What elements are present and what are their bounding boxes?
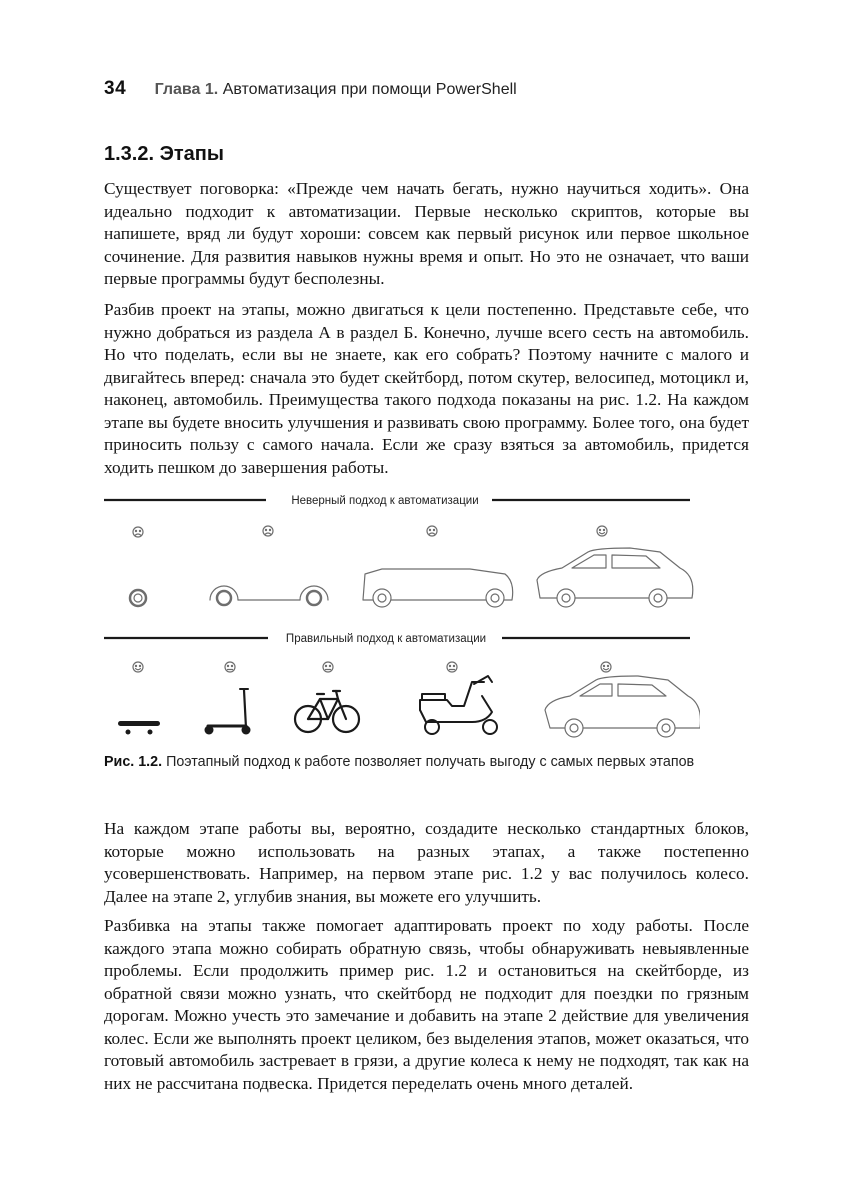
finished-car-icon xyxy=(537,548,693,607)
right-approach-label: Правильный подход к автоматизации xyxy=(285,633,487,645)
paragraph-2: Разбив проект на этапы, можно двигаться к цели постепенно. Представьте себе, что нужно добраться из раздела А в раздел Б. Конечно, лучше всего сесть на автомобиль. Но что поделать, если вы не знаете, как его собрать? Поэтому начните с малого и двигайтесь вперед: сначала это будет скейтборд, потом скутер, велосипед, мотоцикл и, наконец, автомобиль. Преимущества такого подхода показаны на рис. 1.2. На каждом этапе вы будете вносить улучшения и развивать свою программу. Более того, она будет приносить пользу с самого начала. Если же сразу взяться за автомобиль, придется ходить пешком до завершения работы. xyxy=(104,300,749,477)
motor-scooter-icon xyxy=(420,676,497,734)
paragraph-4: Разбивка на этапы также помогает адаптировать проект по ходу работы. После каждого этапа можно собирать обратную связь, чтобы обнаруживать невыявленные проблемы. Если продолжить пример рис. 1.2 и остановиться на скейтборде, из обратной связи можно узнать, что скейтборд не подходит для поездки по грязным дорогам. Можно учесть это замечание и добавить на этапе 2 действие для увеличения колес. Если же выполнять проект целиком, без выделения этапов, может оказаться, что готовый автомобиль застревает в грязи, а другие колеса к нему не подходят, так как на них не рассчитана подвеска. Придется переделать очень много деталей. xyxy=(104,916,749,1093)
bicycle-icon xyxy=(295,691,359,732)
running-head xyxy=(104,78,749,102)
right-stage-3-neutral-face-icon xyxy=(323,662,333,672)
right-stage-5-happy-face-icon xyxy=(601,662,611,672)
figure-caption xyxy=(104,753,704,772)
right-approach-divider xyxy=(104,633,690,645)
wrong-approach-divider xyxy=(104,495,690,507)
wheel-icon xyxy=(130,590,146,606)
right-stage-2-neutral-face-icon xyxy=(225,662,235,672)
right-finished-car-icon xyxy=(545,676,700,737)
paragraph-1: Существует поговорка: «Прежде чем начать бегать, нужно научиться ходить». Она идеально подходит к автоматизации. Первые несколько скриптов, которые вы напишете, вряд ли будут хороши: совсем как первый рисунок или первое школьное сочинение. Для развития навыков нужны время и опыт. Но это не означает, что ваши первые программы будут бесполезны. xyxy=(104,179,749,288)
wrong-approach-label: Неверный подход к автоматизации xyxy=(291,495,479,507)
section-title: 1.3.2. Этапы xyxy=(104,143,224,165)
figure-1-2 xyxy=(100,490,700,750)
page-number: 34 xyxy=(104,78,127,99)
right-stage-4-neutral-face-icon xyxy=(447,662,457,672)
chapter-title: Автоматизация при помощи PowerShell xyxy=(222,81,517,98)
kick-scooter-icon xyxy=(205,689,251,735)
figure-caption-label: Рис. 1.2. xyxy=(104,754,163,770)
chapter-label: Глава 1. xyxy=(154,81,219,98)
car-body-icon xyxy=(363,569,513,607)
skateboard-icon xyxy=(118,721,160,735)
wrong-stage-4-happy-face-icon xyxy=(597,526,607,536)
wrong-stage-3-sad-face-icon xyxy=(427,526,437,536)
paragraph-3: На каждом этапе работы вы, вероятно, создадите несколько стандартных блоков, которые можно использовать на разных этапах, а также постепенно усовершенствовать. Например, на первом этапе рис. 1.2 у вас получилось колесо. Далее на этапе 2, углубив знания, вы можете его улучшить. xyxy=(104,819,749,906)
right-stage-1-happy-face-icon xyxy=(133,662,143,672)
wheels-on-axle-icon xyxy=(210,586,328,605)
figure-caption-text: Поэтапный подход к работе позволяет получать выгоду с самых первых этапов xyxy=(166,754,695,770)
wrong-stage-2-sad-face-icon xyxy=(263,526,273,536)
wrong-stage-1-sad-face-icon xyxy=(133,527,143,537)
